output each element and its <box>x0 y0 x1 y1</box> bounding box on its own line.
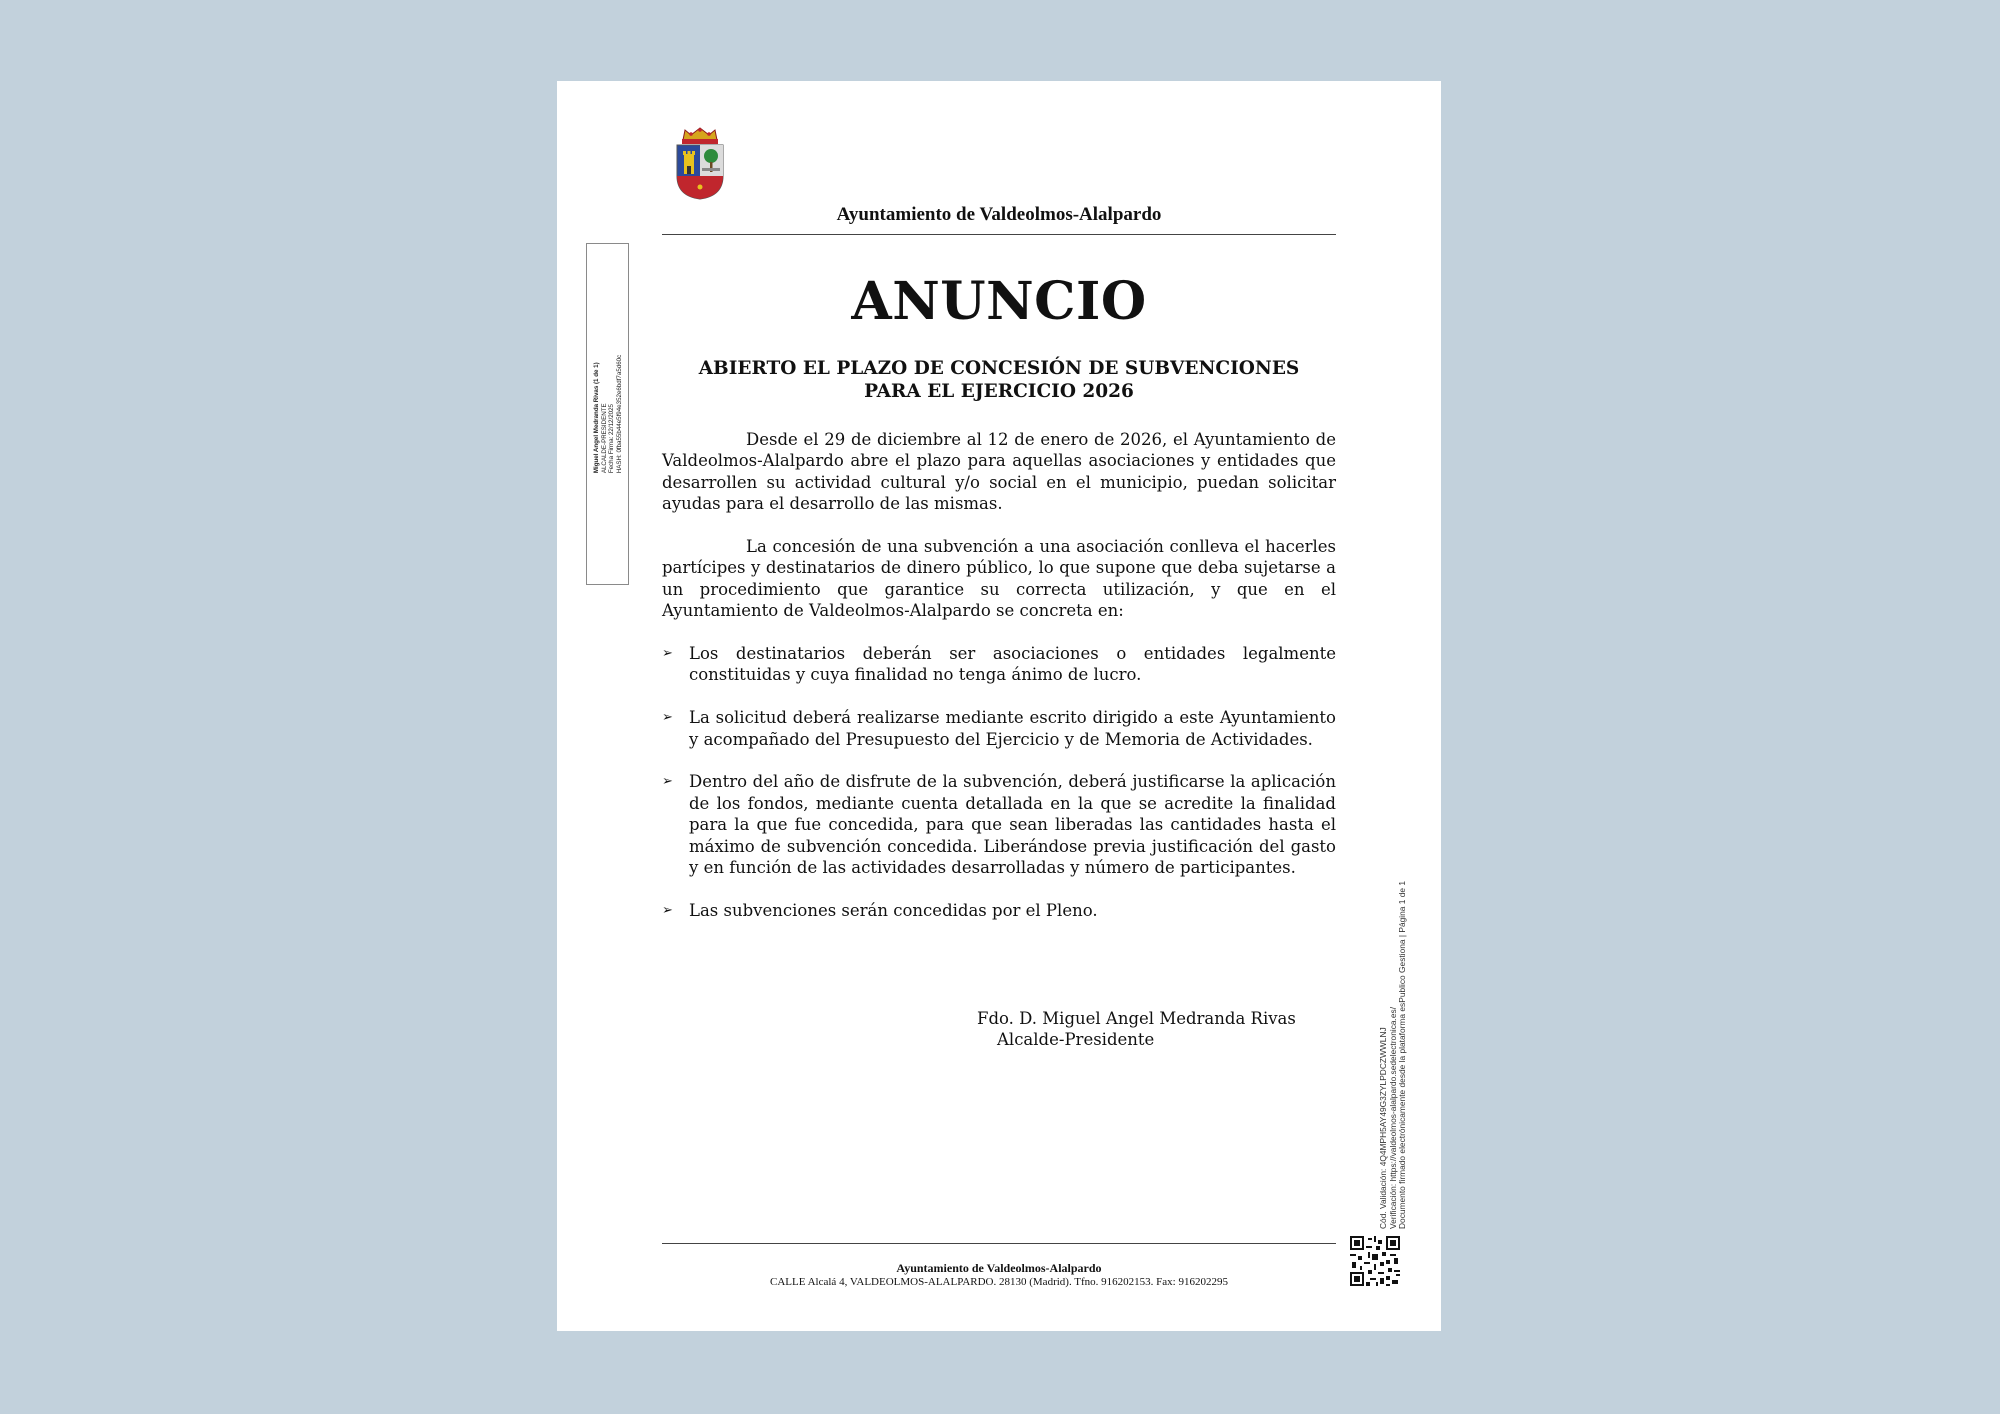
header-divider <box>662 234 1336 235</box>
arrow-bullet-icon: ➢ <box>662 646 673 662</box>
list-item <box>662 707 1336 750</box>
list-item <box>662 900 1336 921</box>
municipal-coat-of-arms-icon <box>671 126 729 201</box>
list-item <box>662 771 1336 878</box>
document-body <box>662 429 1336 943</box>
document-title: ANUNCIO <box>851 271 1147 332</box>
footer-organization: Ayuntamiento de Valdeolmos-Alalpardo <box>896 1261 1102 1275</box>
signature-platform-note: Documento firmado electrónicamente desde la plataforma esPublico Gestiona | Página 1 de 1 <box>1397 880 1408 1229</box>
signature-stamp <box>586 243 629 585</box>
document-subtitle <box>662 357 1336 403</box>
verification-url: Verificación: https://valdeolmos-alalpardo.sedelectronica.es/ <box>1387 1006 1398 1229</box>
arrow-bullet-icon: ➢ <box>662 774 673 790</box>
list-item-text: La solicitud deberá realizarse mediante escrito dirigido a este Ayuntamiento y acompañado del Presupuesto del Ejercicio y de Memoria de Actividades. <box>689 708 1336 749</box>
footer-address: CALLE Alcalá 4, VALDEOLMOS-ALALPARDO. 28130 (Madrid). Tfno. 916202153. Fax: 916202295 <box>770 1276 1228 1288</box>
signer-name: Fdo. D. Miguel Angel Medranda Rivas <box>977 1009 1296 1028</box>
requirements-list <box>662 643 1336 921</box>
arrow-bullet-icon: ➢ <box>662 902 673 918</box>
subtitle-line: PARA EL EJERCICIO 2026 <box>864 381 1134 402</box>
signature-stamp-signer: Miguel Angel Medranda Rivas (1 de 1) <box>592 362 600 474</box>
qr-code-icon <box>1350 1236 1400 1286</box>
document-page <box>557 81 1441 1331</box>
list-item <box>662 643 1336 686</box>
signature-stamp-role: ALCALDE-PRESIDENTE <box>599 403 607 474</box>
list-item-text: Las subvenciones serán concedidas por el Pleno. <box>689 900 1098 920</box>
footer-divider <box>662 1243 1336 1244</box>
validation-code: Cód. Validación: 4Q4MPH5AY49G3ZYLPDCZWWLNJ <box>1378 1027 1388 1229</box>
subtitle-line: ABIERTO EL PLAZO DE CONCESIÓN DE SUBVENCIONES <box>698 358 1300 379</box>
arrow-bullet-icon: ➢ <box>662 710 673 726</box>
list-item-text: Dentro del año de disfrute de la subvención, deberá justificarse la aplicación de los fondos, mediante cuenta detallada en la que se acredite la finalidad para la que fue concedida, para que sean liberadas las cantidades hasta el máximo de subvención concedida. Liberándose previa justificación del gasto y en función de las actividades desarrolladas y número de participantes. <box>689 772 1336 878</box>
verification-note <box>1379 881 1408 1229</box>
list-item-text: Los destinatarios deberán ser asociaciones o entidades legalmente constituidas y cuya finalidad no tenga ánimo de lucro. <box>689 644 1336 685</box>
signature-block <box>977 1008 1296 1050</box>
body-paragraph: Desde el 29 de diciembre al 12 de enero de 2026, el Ayuntamiento de Valdeolmos-Alalpardo abre el plazo para aquellas asociaciones y entidades que desarrollen su actividad cultural y/o social en el municipio, puedan solicitar ayudas para el desarrollo de las mismas. <box>662 430 1336 514</box>
signature-stamp-date: Fecha Firma: 22/12/2025 <box>607 404 615 474</box>
organization-header: Ayuntamiento de Valdeolmos-Alalpardo <box>836 204 1162 225</box>
signature-stamp-hash: HASH: 0fba55b44e5f94e352e6bdf7a5d60c <box>615 354 623 474</box>
body-paragraph: La concesión de una subvención a una asociación conlleva el hacerles partícipes y destinatarios de dinero público, lo que supone que deba sujetarse a un procedimiento que garantice su correcta utilización, y que en el Ayuntamiento de Valdeolmos-Alalpardo se concreta en: <box>662 537 1336 621</box>
signer-role: Alcalde-Presidente <box>997 1030 1155 1049</box>
